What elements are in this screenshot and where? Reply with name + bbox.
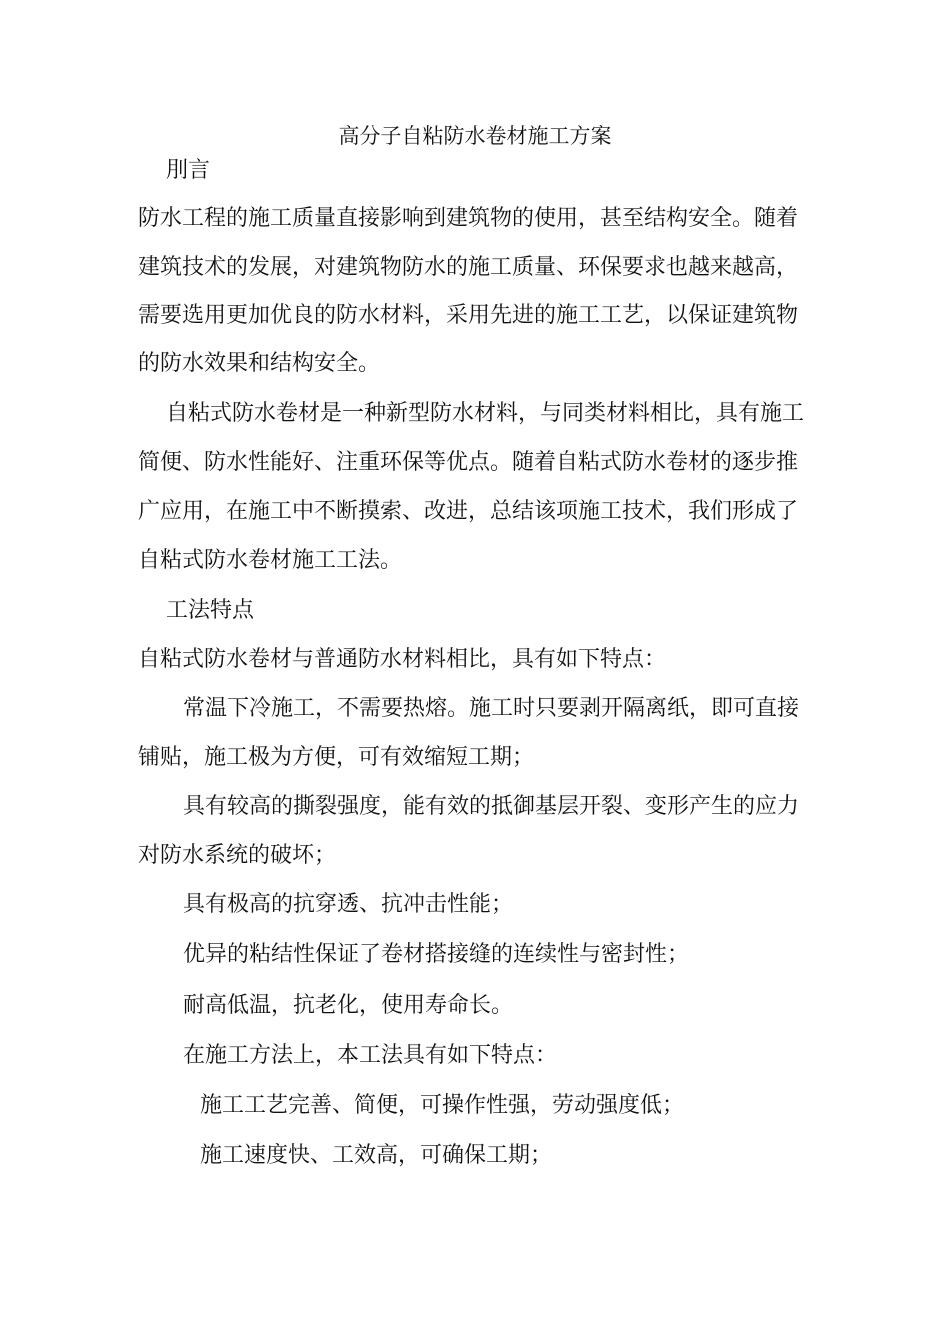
paragraph-line: 需要选用更加优良的防水材料，采用先进的施工工艺，以保证建筑物 <box>138 303 799 328</box>
heading-features: 工法特点 <box>166 598 255 623</box>
method-line: 施工工艺完善、简便，可操作性强，劳动强度低； <box>200 1093 685 1118</box>
feature-line: 铺贴，施工极为方便，可有效缩短工期； <box>138 745 535 770</box>
heading-preface: 刖言 <box>166 158 211 183</box>
paragraph-line: 自粘式防水卷材施工工法。 <box>138 548 403 573</box>
feature-line: 对防水系统的破坏； <box>138 843 337 868</box>
feature-line: 优异的粘结性保证了卷材搭接缝的连续性与密封性； <box>183 942 690 967</box>
method-line: 施工速度快、工效高，可确保工期； <box>200 1143 553 1168</box>
method-intro: 在施工方法上，本工法具有如下特点： <box>183 1043 558 1068</box>
document-title: 高分子自粘防水卷材施工方案 <box>338 124 612 148</box>
features-intro: 自粘式防水卷材与普通防水材料相比，具有如下特点： <box>138 647 667 672</box>
feature-line: 耐高低温，抗老化，使用寿命长。 <box>183 993 514 1018</box>
feature-line: 具有极高的抗穿透、抗冲击性能； <box>183 892 514 917</box>
paragraph-line: 简便、防水性能好、注重环保等优点。随着自粘式防水卷材的逐步推 <box>138 450 799 475</box>
feature-line: 具有较高的撕裂强度，能有效的抵御基层开裂、变形产生的应力 <box>183 794 800 819</box>
paragraph-line: 建筑技术的发展，对建筑物防水的施工质量、环保要求也越来越高， <box>138 255 799 280</box>
feature-line: 常温下冷施工，不需要热熔。施工时只要剥开隔离纸，即可直接 <box>183 696 800 721</box>
paragraph-line: 的防水效果和结构安全。 <box>138 351 381 376</box>
paragraph-line: 防水工程的施工质量直接影响到建筑物的使用，甚至结构安全。随着 <box>138 206 799 231</box>
paragraph-line: 自粘式防水卷材是一种新型防水材料，与同类材料相比，具有施工 <box>166 401 805 426</box>
paragraph-line: 广应用，在施工中不断摸索、改进，总结该项施工技术，我们形成了 <box>138 499 799 524</box>
